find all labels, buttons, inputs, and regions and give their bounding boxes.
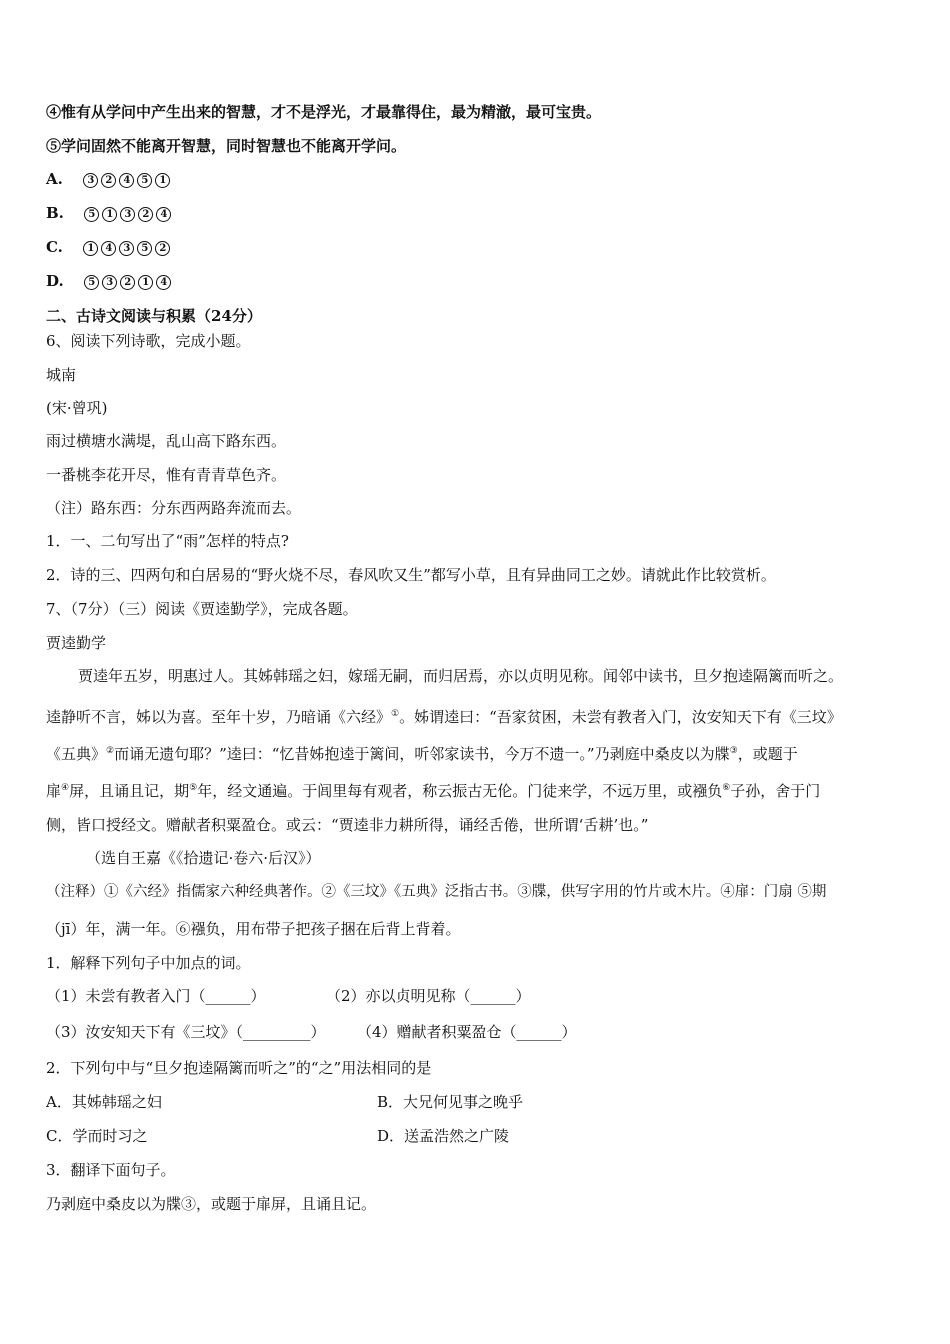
passage-source: （选自王嘉《《拾遗记·卷六·后汉》） bbox=[86, 849, 321, 867]
circled-number: 1 bbox=[83, 241, 98, 256]
poem-author: (宋·曾巩) bbox=[46, 399, 108, 417]
circled-number: 5 bbox=[137, 173, 152, 188]
question-7-3: 3．翻译下面句子。 bbox=[46, 1161, 176, 1179]
passage-line-2: 逵静听不言，姊以为喜。至年十岁，乃暗诵《六经》①。姊谓逵曰：“吾家贫困，未尝有教者入门，汝安知天下有《三坟》 bbox=[46, 708, 842, 726]
circled-number: 5 bbox=[137, 241, 152, 256]
circled-number: 4 bbox=[119, 173, 134, 188]
blank-3: （3）汝安知天下有《三坟》（_________） bbox=[46, 1023, 326, 1041]
poem-title: 城南 bbox=[46, 366, 77, 384]
choice-b: B．大兄何见事之晚乎 bbox=[377, 1093, 524, 1111]
option-label: C. bbox=[46, 238, 63, 256]
option-label: D. bbox=[46, 272, 64, 290]
circled-number: 3 bbox=[120, 207, 135, 222]
circled-number: 5 bbox=[84, 275, 99, 290]
blank-4: （4）赠献者积粟盈仓（______） bbox=[357, 1023, 577, 1041]
choice-c: C．学而时习之 bbox=[46, 1127, 148, 1145]
section-heading: 二、古诗文阅读与积累（24分） bbox=[46, 307, 262, 325]
circled-number: 1 bbox=[102, 207, 117, 222]
annotation-line-2: （jī）年，满一年。⑥襁负，用布带子把孩子捆在后背上背着。 bbox=[46, 920, 461, 938]
circled-number: 2 bbox=[120, 275, 135, 290]
question-6-1: 1．一、二句写出了“雨”怎样的特点? bbox=[46, 532, 289, 550]
blank-2: （2）亦以贞明见称（______） bbox=[326, 987, 531, 1005]
passage-line-4: 扉④屏，且诵且记，期⑤年，经文通遍。于闾里每有观者，称云振古无伦。门徒来学，不远万里，或襁负⑥子孙，舍于门 bbox=[46, 782, 821, 800]
option-d bbox=[46, 271, 174, 291]
circled-number: 4 bbox=[156, 275, 171, 290]
question-7: 7、（7分）（三）阅读《贾逵勤学》，完成各题。 bbox=[46, 600, 358, 618]
circled-number: 3 bbox=[119, 241, 134, 256]
circled-number: 2 bbox=[138, 207, 153, 222]
annotation-line-1: （注释）①《六经》指儒家六种经典著作。②《三坟》《五典》泛指古书。③牒，供写字用的竹片或木片。④扉：门扇 ⑤期 bbox=[46, 884, 827, 900]
question-7-2: 2．下列句中与“旦夕抱逵隔篱而听之”的“之”用法相同的是 bbox=[46, 1059, 432, 1077]
question-6-2: 2．诗的三、四两句和白居易的“野火烧不尽，春风吹又生”都写小草，且有异曲同工之妙。请就此作比较赏析。 bbox=[46, 566, 776, 584]
circled-number: 4 bbox=[101, 241, 116, 256]
option-b bbox=[46, 203, 174, 223]
passage-line-5: 侧，皆口授经文。赠献者积粟盈仓。或云：“贾逵非力耕所得，诵经舌倦，世所谓‘舌耕’也。” bbox=[46, 816, 649, 834]
poem-line-2: 一番桃李花开尽，惟有青青草色齐。 bbox=[46, 466, 287, 484]
option-label: A. bbox=[46, 170, 63, 188]
passage-line-3: 《五典》②而诵无遗句耶？”逵曰：“忆昔姊抱逵于篱间，听邻家读书，今万不遗一。”乃剥庭中桑皮以为牒③，或题于 bbox=[46, 745, 798, 763]
circled-number: 1 bbox=[155, 173, 170, 188]
circled-number: 2 bbox=[101, 173, 116, 188]
passage-line-1: 贾逵年五岁，明惠过人。其姊韩瑶之妇，嫁瑶无嗣，而归居焉，亦以贞明见称。闻邻中读书，旦夕抱逵隔篱而听之。 bbox=[78, 667, 844, 685]
circled-number: 2 bbox=[155, 241, 170, 256]
blank-1: （1）未尝有教者入门（______） bbox=[46, 987, 266, 1005]
circled-number: 3 bbox=[102, 275, 117, 290]
choice-a: A．其姊韩瑶之妇 bbox=[46, 1093, 162, 1111]
translate-sentence: 乃剥庭中桑皮以为牒③，或题于扉屏，且诵且记。 bbox=[46, 1195, 377, 1213]
option-c bbox=[46, 237, 173, 257]
option-a bbox=[46, 169, 173, 189]
circled-number: 5 bbox=[84, 207, 99, 222]
question-7-1: 1．解释下列句子中加点的词。 bbox=[46, 954, 251, 972]
passage-title: 贾逵勤学 bbox=[46, 634, 107, 652]
poem-line-1: 雨过横塘水满堤，乱山高下路东西。 bbox=[46, 432, 287, 450]
statement-5: ⑤学问固然不能离开智慧，同时智慧也不能离开学问。 bbox=[46, 137, 407, 155]
option-label: B. bbox=[46, 204, 64, 222]
statement-4: ④惟有从学问中产生出来的智慧，才不是浮光，才最靠得住，最为精澈，最可宝贵。 bbox=[46, 103, 602, 121]
poem-note: （注）路东西：分东西两路奔流而去。 bbox=[46, 499, 302, 517]
circled-number: 3 bbox=[83, 173, 98, 188]
circled-number: 4 bbox=[156, 207, 171, 222]
circled-number: 1 bbox=[138, 275, 153, 290]
choice-d: D．送孟浩然之广陵 bbox=[377, 1127, 510, 1145]
question-6: 6、阅读下列诗歌，完成小题。 bbox=[46, 332, 251, 350]
